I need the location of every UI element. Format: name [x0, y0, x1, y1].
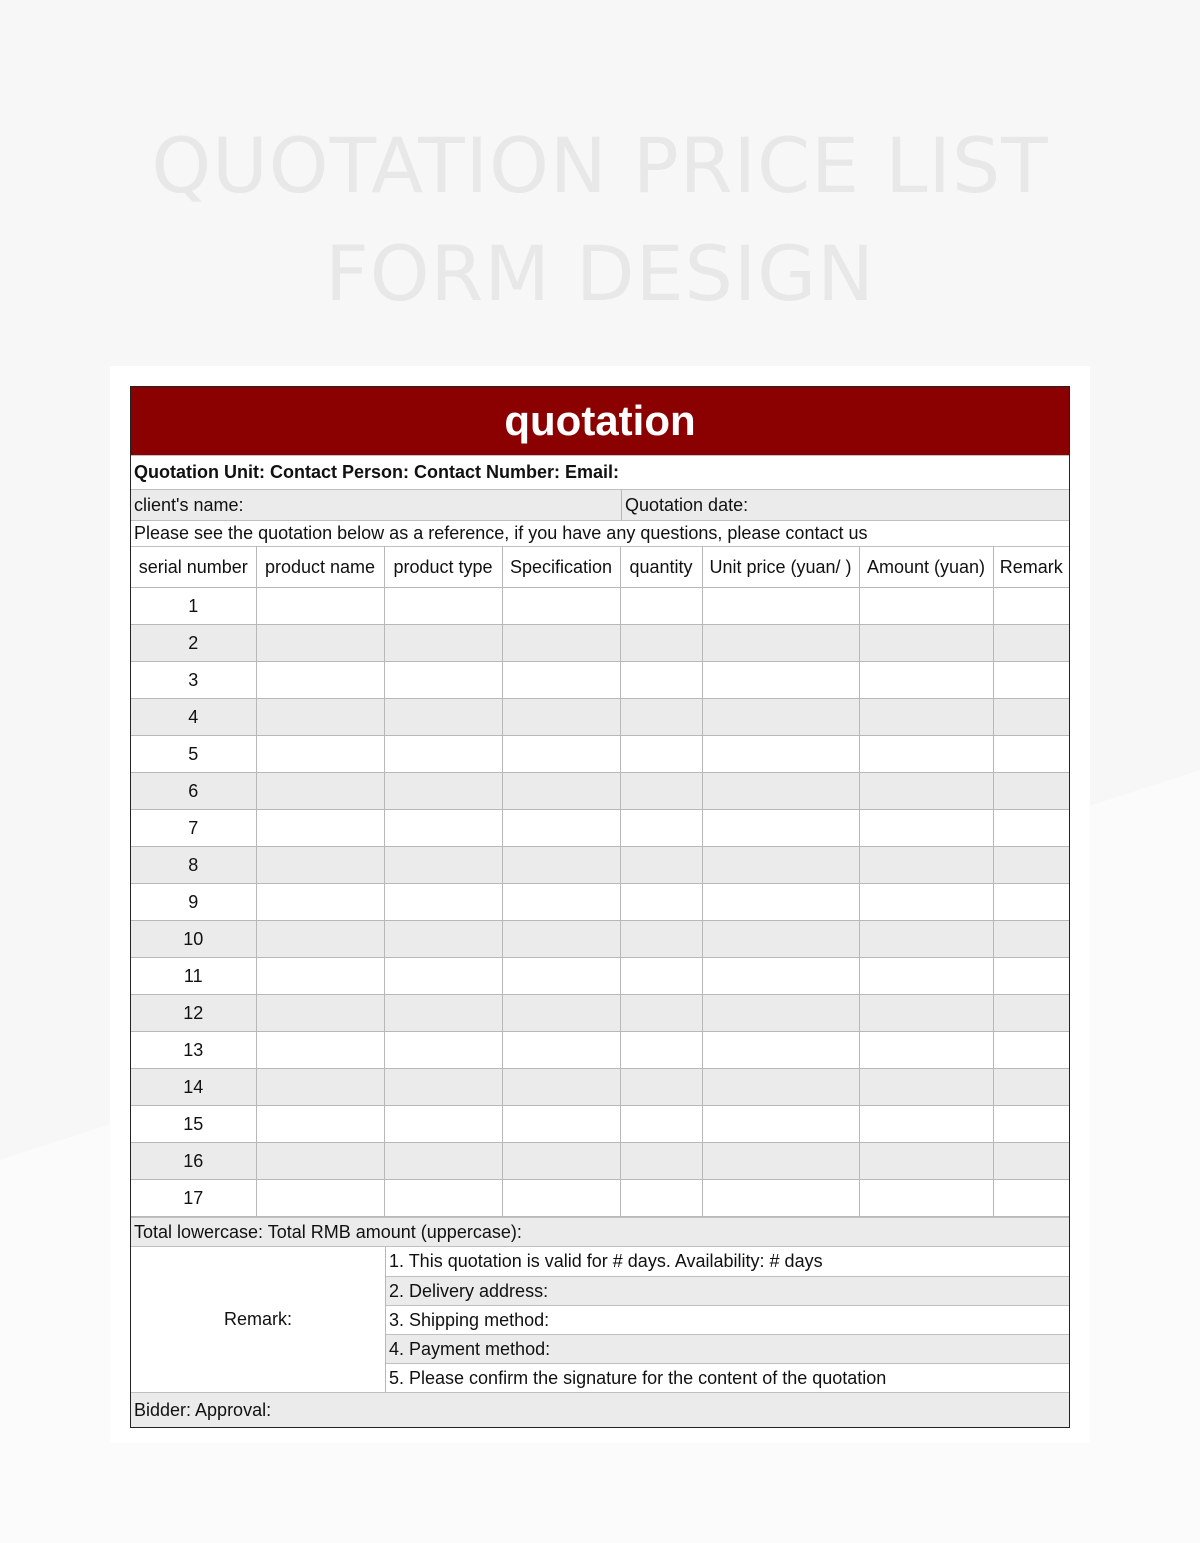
table-cell[interactable] [502, 1180, 620, 1217]
table-cell[interactable] [502, 958, 620, 995]
table-cell[interactable] [256, 1106, 384, 1143]
table-cell[interactable] [502, 1032, 620, 1069]
table-row [131, 699, 1069, 736]
table-cell[interactable] [384, 1143, 502, 1180]
table-cell[interactable] [384, 736, 502, 773]
table-cell[interactable] [702, 1143, 859, 1180]
table-cell[interactable] [993, 1069, 1069, 1106]
table-row [131, 773, 1069, 810]
table-cell[interactable] [993, 736, 1069, 773]
table-cell[interactable] [620, 1069, 702, 1106]
table-cell[interactable] [502, 1106, 620, 1143]
table-cell[interactable] [384, 1180, 502, 1217]
table-cell[interactable] [502, 1069, 620, 1106]
table-cell[interactable] [502, 810, 620, 847]
table-cell[interactable] [384, 699, 502, 736]
page-heading-line1: QUOTATION PRICE LIST [151, 121, 1049, 210]
table-cell[interactable] [620, 1180, 702, 1217]
table-cell[interactable] [993, 847, 1069, 884]
serial-number-cell: 13 [131, 1032, 256, 1069]
table-cell[interactable] [620, 810, 702, 847]
table-cell[interactable] [502, 699, 620, 736]
table-cell[interactable] [859, 773, 993, 810]
table-cell[interactable] [384, 847, 502, 884]
page-heading [0, 112, 1200, 328]
table-cell[interactable] [702, 662, 859, 699]
client-name-field[interactable]: client's name: [134, 494, 244, 515]
table-cell[interactable] [256, 662, 384, 699]
table-cell[interactable] [384, 1106, 502, 1143]
table-cell[interactable] [256, 921, 384, 958]
column-header: Unit price (yuan/ ) [702, 547, 859, 588]
table-cell[interactable] [256, 1032, 384, 1069]
table-cell[interactable] [702, 1032, 859, 1069]
table-cell[interactable] [620, 1032, 702, 1069]
table-cell[interactable] [993, 773, 1069, 810]
table-cell[interactable] [702, 625, 859, 662]
bidder-approval: Bidder: Approval: [134, 1399, 272, 1420]
table-cell[interactable] [702, 995, 859, 1032]
table-cell[interactable] [384, 995, 502, 1032]
form-title: quotation [131, 387, 1069, 455]
table-cell[interactable] [256, 1143, 384, 1180]
table-cell[interactable] [620, 625, 702, 662]
table-cell[interactable] [620, 847, 702, 884]
table-cell[interactable] [384, 1069, 502, 1106]
column-header: serial number [131, 547, 256, 588]
serial-number-cell: 7 [131, 810, 256, 847]
table-cell[interactable] [502, 995, 620, 1032]
table-cell[interactable] [256, 995, 384, 1032]
table-cell[interactable] [384, 588, 502, 625]
table-cell[interactable] [502, 736, 620, 773]
table-cell[interactable] [256, 588, 384, 625]
serial-number-cell: 10 [131, 921, 256, 958]
column-header: product name [256, 547, 384, 588]
table-cell[interactable] [702, 736, 859, 773]
table-cell[interactable] [502, 1143, 620, 1180]
column-header: product type [384, 547, 502, 588]
table-cell[interactable] [859, 810, 993, 847]
table-row [131, 1032, 1069, 1069]
table-cell[interactable] [859, 921, 993, 958]
table-cell[interactable] [993, 588, 1069, 625]
table-row [131, 810, 1069, 847]
remark-item: 5. Please confirm the signature for the content of the quotation [386, 1363, 1069, 1392]
table-cell[interactable] [620, 921, 702, 958]
remark-item: 1. This quotation is valid for # days. Availability: # days [389, 1251, 823, 1271]
table-cell[interactable] [702, 1069, 859, 1106]
quotation-form [130, 386, 1070, 1428]
table-cell[interactable] [702, 699, 859, 736]
table-cell[interactable] [859, 995, 993, 1032]
table-cell[interactable] [859, 958, 993, 995]
table-cell[interactable] [620, 773, 702, 810]
serial-number-cell: 16 [131, 1143, 256, 1180]
remark-list [385, 1247, 1069, 1392]
remark-item: 4. Payment method: [386, 1334, 1069, 1363]
remark-item: 3. Shipping method: [386, 1305, 1069, 1334]
table-row [131, 921, 1069, 958]
table-cell[interactable] [620, 884, 702, 921]
table-cell[interactable] [859, 884, 993, 921]
table-cell[interactable] [256, 736, 384, 773]
table-cell[interactable] [993, 1143, 1069, 1180]
table-row [131, 588, 1069, 625]
table-row [131, 1180, 1069, 1217]
table-row [131, 625, 1069, 662]
table-row [131, 995, 1069, 1032]
remark-label: Remark: [223, 1309, 292, 1329]
table-cell[interactable] [859, 1032, 993, 1069]
table-cell[interactable] [502, 625, 620, 662]
table-cell[interactable] [502, 884, 620, 921]
table-cell[interactable] [993, 662, 1069, 699]
quotation-date-field[interactable]: Quotation date: [621, 490, 1069, 520]
table-row [131, 662, 1069, 699]
table-cell[interactable] [384, 810, 502, 847]
table-row [131, 1069, 1069, 1106]
table-cell[interactable] [384, 773, 502, 810]
table-cell[interactable] [620, 995, 702, 1032]
table-cell[interactable] [702, 773, 859, 810]
page-heading-line2: FORM DESIGN [324, 229, 875, 318]
table-cell[interactable] [859, 847, 993, 884]
table-cell[interactable] [384, 958, 502, 995]
table-cell[interactable] [256, 958, 384, 995]
table-cell[interactable] [993, 958, 1069, 995]
serial-number-cell: 1 [131, 588, 256, 625]
table-cell[interactable] [384, 884, 502, 921]
serial-number-cell: 6 [131, 773, 256, 810]
table-cell[interactable] [859, 699, 993, 736]
table-cell[interactable] [993, 699, 1069, 736]
table-cell[interactable] [620, 736, 702, 773]
table-cell[interactable] [384, 921, 502, 958]
table-cell[interactable] [993, 1032, 1069, 1069]
serial-number-cell: 17 [131, 1180, 256, 1217]
serial-number-cell: 8 [131, 847, 256, 884]
serial-number-cell: 3 [131, 662, 256, 699]
serial-number-cell: 11 [131, 958, 256, 995]
table-cell[interactable] [620, 588, 702, 625]
table-row [131, 958, 1069, 995]
notice-text: Please see the quotation below as a reference, if you have any questions, please contact us [134, 523, 868, 543]
table-cell[interactable] [859, 736, 993, 773]
table-cell[interactable] [993, 921, 1069, 958]
table-cell[interactable] [702, 810, 859, 847]
table-cell[interactable] [859, 588, 993, 625]
table-row [131, 847, 1069, 884]
total-row [131, 1217, 1069, 1246]
table-cell[interactable] [859, 662, 993, 699]
table-cell[interactable] [502, 773, 620, 810]
table-row [131, 1106, 1069, 1143]
table-cell[interactable] [502, 921, 620, 958]
table-cell[interactable] [256, 1180, 384, 1217]
unit-line: Quotation Unit: Contact Person: Contact Number: Email: [134, 462, 620, 482]
footer-row [131, 1392, 1069, 1427]
table-cell[interactable] [256, 773, 384, 810]
table-cell[interactable] [256, 810, 384, 847]
notice-row [131, 520, 1069, 546]
table-cell[interactable] [859, 1143, 993, 1180]
table-cell[interactable] [859, 1180, 993, 1217]
table-cell[interactable] [384, 662, 502, 699]
items-table [131, 546, 1069, 1217]
table-cell[interactable] [620, 1106, 702, 1143]
table-cell[interactable] [256, 847, 384, 884]
table-cell[interactable] [256, 884, 384, 921]
table-cell[interactable] [384, 1032, 502, 1069]
serial-number-cell: 15 [131, 1106, 256, 1143]
table-row [131, 884, 1069, 921]
serial-number-cell: 9 [131, 884, 256, 921]
column-header: Amount (yuan) [859, 547, 993, 588]
table-cell[interactable] [859, 1106, 993, 1143]
column-header: Specification [502, 547, 620, 588]
table-cell[interactable] [256, 699, 384, 736]
table-cell[interactable] [702, 847, 859, 884]
serial-number-cell: 2 [131, 625, 256, 662]
serial-number-cell: 5 [131, 736, 256, 773]
table-cell[interactable] [384, 625, 502, 662]
remark-item: 2. Delivery address: [386, 1276, 1069, 1305]
table-cell[interactable] [702, 884, 859, 921]
table-cell[interactable] [993, 625, 1069, 662]
serial-number-cell: 12 [131, 995, 256, 1032]
client-row [131, 489, 1069, 520]
serial-number-cell: 14 [131, 1069, 256, 1106]
table-cell[interactable] [702, 588, 859, 625]
table-cell[interactable] [702, 921, 859, 958]
table-cell[interactable] [993, 1106, 1069, 1143]
column-header: quantity [620, 547, 702, 588]
table-cell[interactable] [859, 625, 993, 662]
table-cell[interactable] [993, 1180, 1069, 1217]
table-cell[interactable] [702, 1180, 859, 1217]
table-cell[interactable] [702, 1106, 859, 1143]
table-cell[interactable] [502, 588, 620, 625]
column-header: Remark [993, 547, 1069, 588]
table-cell[interactable] [620, 1143, 702, 1180]
table-cell[interactable] [702, 958, 859, 995]
table-cell[interactable] [502, 847, 620, 884]
table-cell[interactable] [620, 958, 702, 995]
table-row [131, 1143, 1069, 1180]
table-cell[interactable] [859, 1069, 993, 1106]
table-cell[interactable] [502, 662, 620, 699]
table-row [131, 736, 1069, 773]
total-line: Total lowercase: Total RMB amount (uppercase): [134, 1221, 522, 1242]
table-cell[interactable] [256, 1069, 384, 1106]
serial-number-cell: 4 [131, 699, 256, 736]
table-cell[interactable] [993, 884, 1069, 921]
table-cell[interactable] [620, 699, 702, 736]
remark-block [131, 1246, 1069, 1392]
table-cell[interactable] [993, 995, 1069, 1032]
table-cell[interactable] [620, 662, 702, 699]
table-cell[interactable] [256, 625, 384, 662]
table-header-row [131, 547, 1069, 588]
unit-row [131, 455, 1069, 489]
table-cell[interactable] [993, 810, 1069, 847]
